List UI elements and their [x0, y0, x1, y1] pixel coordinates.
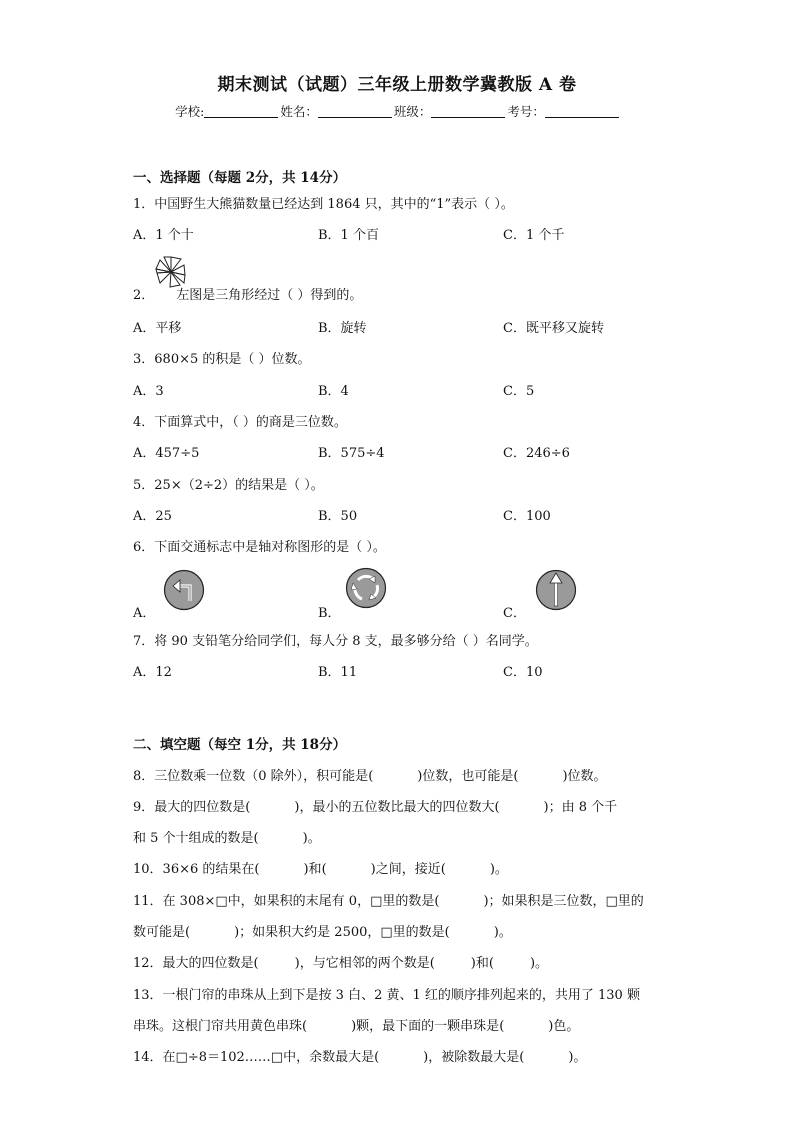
question-11-line-1: [133, 890, 644, 909]
q8-blank-1[interactable]: ( ): [368, 769, 423, 784]
name-label: 姓名：: [280, 104, 318, 119]
class-label: 班级：: [393, 104, 432, 119]
q9-blank-1[interactable]: ( ): [245, 800, 300, 815]
q14-text-2: ，被除数最大是: [428, 1050, 520, 1065]
q2-option-c[interactable]: C．既平移又旋转: [503, 321, 604, 336]
school-label: 学校:: [175, 104, 205, 119]
section-heading-choice: 一、选择题（每题 2分，共 14分）: [133, 170, 347, 186]
q11-text-4: ；如果积大约是 2500，□里的数是: [239, 925, 445, 940]
section-heading-fill: 二、填空题（每空 1分，共 18分）: [133, 737, 347, 753]
q4-option-c[interactable]: C．246÷6: [503, 446, 570, 461]
q12-blank-1[interactable]: ( ): [253, 956, 300, 971]
question-9-line-2: [133, 827, 321, 846]
q10-blank-2[interactable]: ( ): [321, 862, 376, 877]
q12-text-3: 和: [475, 956, 489, 971]
question-7: 7．将 90 支铅笔分给同学们，每人分 8 支，最多够分给（ ）名同学。: [133, 634, 538, 649]
q13-blank-2[interactable]: ( ): [499, 1019, 554, 1034]
q2-option-b[interactable]: B．旋转: [318, 321, 367, 336]
q8-blank-2[interactable]: ( ): [513, 769, 568, 784]
q11-blank-2[interactable]: ( ): [185, 925, 240, 940]
question-12: [133, 952, 548, 971]
q5-option-a[interactable]: A．25: [133, 509, 172, 524]
q14-blank-2[interactable]: ( ): [519, 1050, 574, 1065]
exam-no-label: 考号：: [507, 104, 545, 119]
q3-option-a[interactable]: A．3: [133, 384, 164, 399]
question-5: 5．25×（2÷2）的结果是（ ）。: [133, 478, 324, 493]
question-14: [133, 1046, 586, 1065]
q12-text-1: 12．最大的四位数是: [133, 956, 254, 971]
question-13-line-1: 13．一根门帘的串珠从上到下是按 3 白、2 黄、1 红的顺序排列起来的，共用了 130 颗: [133, 988, 640, 1003]
q9-text-5: 。: [307, 831, 321, 846]
q11-blank-3[interactable]: ( ): [444, 925, 499, 940]
q11-text-1: 11．在 308×□中，如果积的末尾有 0，□里的数是: [133, 894, 435, 909]
q9-blank-2[interactable]: ( ): [494, 800, 549, 815]
q11-text-5: 。: [498, 925, 512, 940]
roundabout-sign-icon: [345, 567, 387, 609]
school-blank[interactable]: [204, 105, 278, 118]
q13-text-4: 色。: [553, 1019, 580, 1034]
question-13-line-2: [133, 1015, 579, 1034]
q8-text-3: 位数。: [567, 769, 607, 784]
question-8: [133, 765, 607, 784]
q10-blank-3[interactable]: ( ): [440, 862, 495, 877]
q4-option-a[interactable]: A．457÷5: [133, 446, 200, 461]
left-turn-sign-icon: [163, 569, 205, 611]
q12-blank-2[interactable]: ( ): [429, 956, 476, 971]
q6-option-a[interactable]: A．: [133, 606, 156, 621]
q6-option-c[interactable]: C．: [503, 606, 526, 621]
q5-option-c[interactable]: C．100: [503, 509, 551, 524]
question-3: 3．680×5 的积是（ ）位数。: [133, 352, 311, 367]
q6-option-b[interactable]: B．: [318, 606, 341, 621]
question-6: 6．下面交通标志中是轴对称图形的是（ ）。: [133, 540, 386, 555]
q1-option-b[interactable]: B．1 个百: [318, 228, 379, 243]
q11-text-2: ；如果积是三位数，□里的: [488, 894, 644, 909]
q9-text-4: 和 5 个十组成的数是: [133, 831, 254, 846]
q10-blank-1[interactable]: ( ): [254, 862, 309, 877]
question-9-line-1: [133, 796, 617, 815]
q12-text-4: 。: [535, 956, 549, 971]
q8-text-1: 8．三位数乘一位数（0 除外），积可能是: [133, 769, 369, 784]
student-info: [0, 102, 794, 120]
q10-text-2: 和: [308, 862, 322, 877]
q11-text-3: 数可能是: [133, 925, 186, 940]
q13-blank-1[interactable]: ( ): [302, 1019, 357, 1034]
name-blank[interactable]: [318, 105, 392, 118]
q10-text-1: 10．36×6 的结果在: [133, 862, 255, 877]
q1-option-a[interactable]: A．1 个十: [133, 228, 194, 243]
q13-text-3: 颗，最下面的一颗串珠是: [356, 1019, 500, 1034]
q7-option-b[interactable]: B．11: [318, 665, 358, 680]
question-4: 4．下面算式中，（ ）的商是三位数。: [133, 415, 347, 430]
q13-text-2: 串珠。这根门帘共用黄色串珠: [133, 1019, 303, 1034]
q10-text-3: 之间，接近: [375, 862, 441, 877]
page-title: 期末测试（试题）三年级上册数学冀教版 A 卷: [217, 75, 577, 95]
q8-text-2: 位数，也可能是: [422, 769, 514, 784]
question-2: [133, 284, 362, 303]
q2-option-a[interactable]: A．平移: [133, 321, 182, 336]
q5-option-b[interactable]: B．50: [318, 509, 358, 524]
question-11-line-2: [133, 921, 512, 940]
q2-text: 左图是三角形经过（ ）得到的。: [176, 288, 363, 303]
question-10: [133, 858, 508, 877]
q2-number: 2．: [133, 288, 155, 303]
q9-text-3: ；由 8 个千: [548, 800, 618, 815]
q7-option-a[interactable]: A．12: [133, 665, 172, 680]
q14-text-1: 14．在□÷8＝102……□中，余数最大是: [133, 1050, 375, 1065]
q4-option-b[interactable]: B．575÷4: [318, 446, 385, 461]
straight-ahead-sign-icon: [535, 569, 577, 611]
q1-option-c[interactable]: C．1 个千: [503, 228, 565, 243]
q9-text-2: ，最小的五位数比最大的四位数大: [299, 800, 495, 815]
q12-text-2: ，与它相邻的两个数是: [299, 956, 430, 971]
q9-text-1: 9．最大的四位数是: [133, 800, 246, 815]
q11-blank-1[interactable]: ( ): [434, 894, 489, 909]
q7-option-c[interactable]: C．10: [503, 665, 543, 680]
class-blank[interactable]: [431, 105, 505, 118]
q3-option-c[interactable]: C．5: [503, 384, 535, 399]
q10-text-4: 。: [494, 862, 508, 877]
q14-text-3: 。: [573, 1050, 587, 1065]
q9-blank-3[interactable]: ( ): [253, 831, 308, 846]
q14-blank-1[interactable]: ( ): [374, 1050, 429, 1065]
question-1: 1．中国野生大熊猫数量已经达到 1864 只，其中的“1”表示（ ）。: [133, 197, 514, 212]
q12-blank-3[interactable]: ( ): [488, 956, 536, 971]
exam-no-blank[interactable]: [545, 105, 619, 118]
q3-option-b[interactable]: B．4: [318, 384, 349, 399]
